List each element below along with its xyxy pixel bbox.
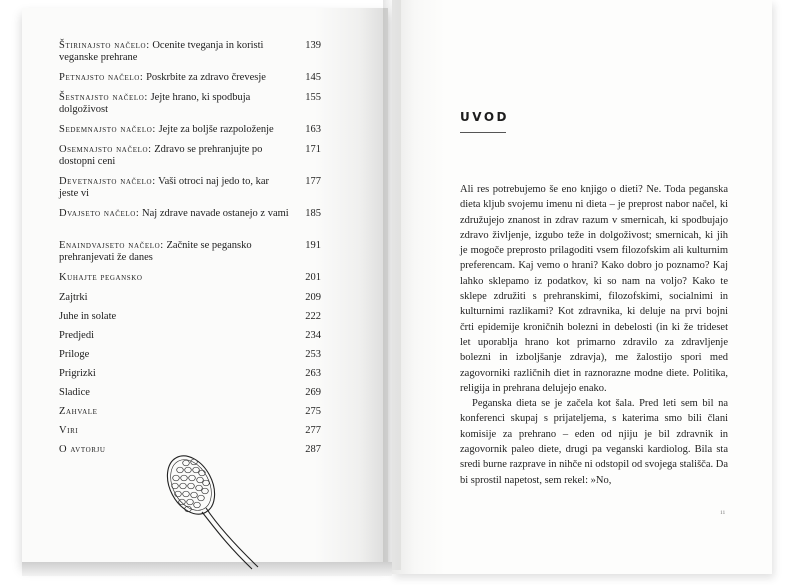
toc-page-number: 277 [305, 425, 321, 436]
toc-page-number: 163 [305, 124, 321, 135]
toc-entry-title: Sladice [59, 387, 90, 398]
bean-dot [191, 492, 198, 498]
toc-entry-label: Viri [59, 425, 79, 436]
toc-page-number: 155 [305, 92, 321, 103]
bean-dot [199, 470, 206, 476]
toc-entry-title: Jejte hrano, ki spodbuja dolgoživost [59, 92, 251, 115]
toc-page-number: 139 [305, 40, 321, 51]
bean-dot [198, 495, 205, 501]
toc-entry [59, 124, 321, 136]
toc-entry-title: Vaši otroci naj jedo to, kar jeste vi [59, 176, 269, 199]
page-number: 11 [720, 510, 726, 516]
bean-dot [183, 491, 190, 497]
toc-entry-title: Začnite se pegansko prehranjevati že danes [59, 240, 252, 263]
toc-entry-title: Priloge [59, 349, 90, 360]
bean-dot [172, 483, 179, 489]
toc-page-number: 222 [305, 311, 321, 322]
toc-entry-label: O avtorju [59, 444, 106, 455]
bean-dot [194, 502, 201, 508]
toc-entry-title: Zajtrki [59, 292, 88, 303]
bean-dot [180, 483, 187, 489]
toc-page-number: 263 [305, 368, 321, 379]
bean-dot [181, 475, 188, 481]
toc-entry-label: Devetnajsto načelo: [59, 176, 156, 187]
toc-entry-title: Predjedi [59, 330, 94, 341]
title-underline [460, 132, 506, 133]
toc-entry [59, 144, 321, 168]
toc-entry [59, 40, 321, 64]
toc-entry [59, 425, 321, 437]
toc-page-number: 201 [305, 272, 321, 283]
toc-entry-title: Zdravo se prehranjujte po dostopni ceni [59, 144, 263, 167]
chapter-title: UVOD [460, 110, 509, 124]
bean-dot [177, 467, 184, 473]
chapter-body [460, 182, 728, 488]
toc-page-number: 185 [305, 208, 321, 219]
bean-dot [193, 467, 200, 473]
body-paragraph: Peganska dieta se je začela kot šala. Pred leti sem bil na konferenci skupaj s prijateljema, s katerima smo bili člani komisije za prehrano – eden od njiju je bil zdravnik in zagovornik paleo diete, drugi pa veganski kardiolog. Bila sta sredi burne razprave in nihče ni odstopil od svojega stališča. Da bi sprostil napetost, sem rekel: »No, [460, 398, 728, 486]
toc-entry-label: Enaindvajseto načelo: [59, 240, 164, 251]
toc-page-number: 177 [305, 176, 321, 187]
toc-entry-label: Kuhajte pegansko [59, 272, 143, 283]
toc-entry-title: Poskrbite za zdravo črevesje [146, 72, 266, 83]
toc-page-number: 171 [305, 144, 321, 155]
bean-dot [196, 485, 203, 491]
toc-entry [59, 387, 321, 399]
bean-dot [191, 459, 198, 465]
toc-page-number: 253 [305, 349, 321, 360]
bean-dot [197, 477, 204, 483]
toc-entry-label: Dvajseto načelo: [59, 208, 140, 219]
toc-entry [59, 406, 321, 418]
toc-entry [59, 330, 321, 342]
toc-entry-label: Šestnajsto načelo: [59, 92, 148, 103]
toc-entry-label: Sedemnajsto načelo: [59, 124, 156, 135]
toc-page-number: 145 [305, 72, 321, 83]
toc-entry-label: Zahvale [59, 406, 98, 417]
bean-dot [203, 480, 210, 486]
bean-dot [185, 467, 192, 473]
toc-entry-title: Ocenite tveganja in koristi veganske prehrane [59, 40, 264, 63]
toc-page-number: 209 [305, 292, 321, 303]
toc-page-number: 287 [305, 444, 321, 455]
toc-page-number: 191 [305, 240, 321, 251]
toc-entry [59, 176, 321, 200]
body-paragraph: Ali res potrebujemo še eno knjigo o dieti? Ne. Toda peganska dieta kljub svojemu imenu ni dieta – je preprost nabor načel, ki združujejo znanost in zdrav razum v smernicah, ki spodbujajo zdravo življenje, izgubo teže in dolgoživost; smernicah, ki jih je mogoče preprosto prilagoditi vsem filozofskim ali kulturnim preferencam. Kaj vemo o hrani? Kako dobro jo poznamo? Kaj lahko sklepamo iz podatkov, ki so nam na voljo? Kako te sklepe združiti s prehranskimi, filozofskimi, socialnimi in kulturnimi razlikami? Kot zdravnika, ki deluje na prvi bojni črti epidemije kroničnih bolezni in debelosti (in ki že trideset let uporablja hrano kot primarno zdravilo za zdravljenje bolezni in izboljšanje zdravja), me žalostijo spori med zagovorniki različnih diet in raznorazne modne diete. Politika, religija in prehrana delujejo enako. [460, 184, 728, 394]
toc-entry [59, 368, 321, 380]
toc-entry [59, 72, 321, 84]
bean-dot [187, 499, 194, 505]
bean-dot [188, 483, 195, 489]
toc-entry [59, 311, 321, 323]
bean-dot [189, 475, 196, 481]
toc-entry-title: Prigrizki [59, 368, 96, 379]
toc-entry [59, 292, 321, 304]
toc-entry [59, 240, 321, 264]
bean-dot [179, 499, 186, 505]
toc-entry-label: Osemnajsto načelo: [59, 144, 152, 155]
bean-dot [202, 488, 209, 494]
toc-entry [59, 349, 321, 361]
toc-entry [59, 272, 321, 284]
toc-entry [59, 92, 321, 116]
toc-entry-title: Jejte za boljše razpoloženje [158, 124, 274, 135]
spoon-illustration [158, 445, 268, 570]
toc-page-number: 269 [305, 387, 321, 398]
toc-page-number: 234 [305, 330, 321, 341]
toc-entry-label: Petnajsto načelo: [59, 72, 144, 83]
toc-entry-title: Juhe in solate [59, 311, 117, 322]
bean-dot [183, 460, 190, 466]
book-spine [383, 0, 401, 570]
toc-entry [59, 208, 321, 220]
bean-dot [173, 475, 180, 481]
toc-entry-label: Štirinajsto načelo: [59, 40, 150, 51]
toc-page-number: 275 [305, 406, 321, 417]
toc-entry-title: Naj zdrave navade ostanejo z vami [142, 208, 289, 219]
